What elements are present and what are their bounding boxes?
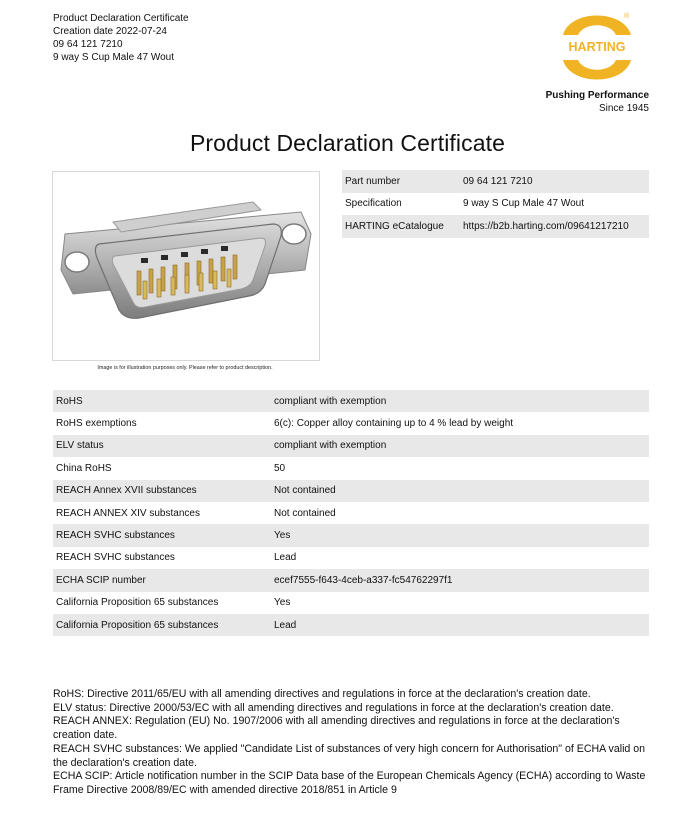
compliance-value: compliant with exemption — [271, 390, 649, 412]
compliance-value: Not contained — [271, 480, 649, 502]
footnote-reach-annex: REACH ANNEX: Regulation (EU) No. 1907/2006 with all amending directives and regulations in force at the declaration's creation date. — [53, 715, 620, 742]
compliance-label: RoHS exemptions — [56, 418, 137, 430]
d-sub-connector-illustration — [53, 172, 319, 360]
compliance-value: compliant with exemption — [271, 435, 649, 457]
footnote-echa-scip: ECHA SCIP: Article notification number in the SCIP Data base of the European Chemicals Agency (ECHA) according to Waste Frame Directive 2008/89/EC with amended directive 2018/851 in Article 9 — [53, 770, 646, 796]
table-row — [53, 592, 649, 614]
header-specification: 9 way S Cup Male 47 Wout — [53, 52, 174, 63]
footnotes — [53, 688, 658, 798]
document-header — [53, 12, 189, 64]
table-row — [53, 412, 649, 434]
compliance-value: Yes — [274, 597, 291, 609]
table-row — [53, 502, 649, 524]
info-label: HARTING eCatalogue — [342, 215, 460, 238]
logo-text: HARTING — [568, 40, 626, 54]
info-label: Specification — [345, 198, 402, 210]
compliance-label: REACH SVHC substances — [56, 552, 175, 564]
table-row — [53, 614, 649, 636]
footnote-elv: ELV status: Directive 2000/53/EC with all amending directives and regulations in force at the declaration's creation date. — [53, 701, 614, 714]
compliance-table — [53, 390, 649, 636]
header-part-number: 09 64 121 7210 — [53, 39, 123, 50]
compliance-value: 6(c): Copper alloy containing up to 4 % lead by weight — [274, 418, 514, 430]
compliance-label: REACH ANNEX XIV substances — [56, 507, 200, 519]
table-row — [53, 480, 649, 502]
footnote-reach-svhc: REACH SVHC substances: We applied "Candidate List of substances of very high concern for Authorisation" of ECHA valid on the declaration's creation date. — [53, 742, 646, 769]
slogan-line-1: Pushing Performance — [545, 90, 649, 101]
compliance-label: RoHS — [53, 390, 271, 412]
trademark-symbol: ® — [624, 13, 630, 20]
table-row — [53, 435, 649, 457]
product-photo — [52, 171, 320, 361]
compliance-label: REACH SVHC substances — [53, 524, 271, 546]
image-caption: Image is for illustration purposes only. Please refer to product description. — [97, 365, 273, 371]
table-row — [342, 170, 649, 193]
compliance-value: Lead — [271, 614, 649, 636]
header-creation-date: Creation date 2022-07-24 — [53, 26, 167, 37]
compliance-value: ecef7555-f643-4ceb-a337-fc54762297f1 — [271, 569, 649, 591]
compliance-value: Yes — [271, 524, 649, 546]
table-row — [53, 569, 649, 591]
compliance-label: REACH Annex XVII substances — [53, 480, 271, 502]
table-row — [342, 193, 649, 216]
header-doc-title: Product Declaration Certificate — [53, 13, 189, 24]
info-label: Part number — [342, 170, 460, 193]
slogan-line-2: Since 1945 — [598, 103, 649, 114]
product-info-table — [342, 170, 649, 238]
table-row — [53, 547, 649, 569]
compliance-label: California Proposition 65 substances — [56, 597, 219, 609]
compliance-label: China RoHS — [56, 462, 112, 474]
table-row — [53, 524, 649, 546]
company-slogan — [546, 89, 649, 115]
ecatalogue-link[interactable]: https://b2b.harting.com/09641217210 — [460, 215, 649, 238]
table-row — [342, 215, 649, 238]
compliance-value: Not contained — [274, 507, 336, 519]
info-value: 9 way S Cup Male 47 Wout — [463, 198, 584, 210]
table-row — [53, 390, 649, 412]
compliance-label: ELV status — [53, 435, 271, 457]
compliance-label: California Proposition 65 substances — [53, 614, 271, 636]
table-row — [53, 457, 649, 479]
compliance-label: ECHA SCIP number — [53, 569, 271, 591]
compliance-value: Lead — [274, 552, 297, 564]
footnote-rohs: RoHS: Directive 2011/65/EU with all amending directives and regulations in force at the declaration's creation date. — [53, 688, 591, 700]
info-value: 09 64 121 7210 — [460, 170, 649, 193]
harting-logo — [560, 13, 634, 83]
page-title: Product Declaration Certificate — [189, 130, 505, 156]
compliance-value: 50 — [274, 462, 286, 474]
